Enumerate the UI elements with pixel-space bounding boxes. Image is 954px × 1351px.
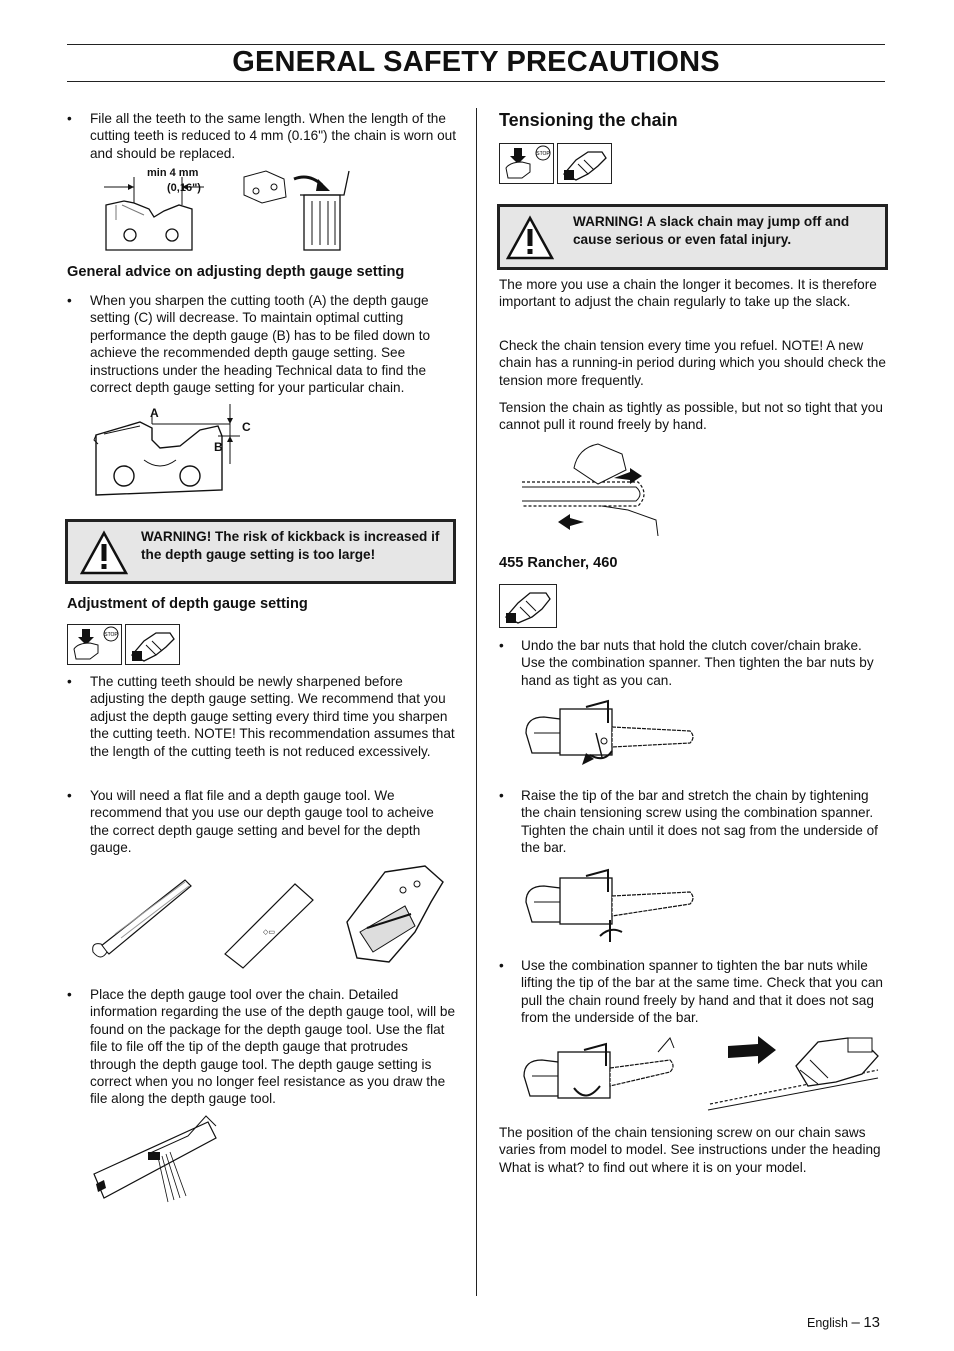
bullet-dot: • bbox=[67, 293, 72, 308]
bullet-dot: • bbox=[499, 638, 504, 653]
paragraph-newly-sharpened: The cutting teeth should be newly sharpened before adjusting the depth gauge setting. We recommend that you adjust the depth gauge setting every third time you sharpen the cutting teeth. NOTE! This recommendation assumes that the length of the cutting teeth is not reduced excessively. bbox=[90, 674, 455, 759]
switch-off-stop-icon bbox=[67, 624, 122, 665]
paragraph-flat-file: You will need a flat file and a depth gauge tool. We recommend that you use our depth gauge tool to acheive the correct depth gauge setting and bevel for the depth gauge. bbox=[90, 788, 434, 856]
paragraph-chain-longer: The more you use a chain the longer it becomes. It is therefore important to adjust the chain regularly to take up the slack. bbox=[499, 277, 877, 310]
protective-glove-icon bbox=[557, 143, 612, 184]
paragraph-screw-position: The position of the chain tensioning screw on our chain saws varies from model to model. See instructions under the heading What is what? to find out where it is on your model. bbox=[499, 1125, 881, 1175]
fig1-label-min: min 4 mm bbox=[147, 167, 199, 179]
paragraph-file-teeth: File all the teeth to the same length. When the length of the cutting teeth is reduced to 4 mm (0.16") the chain is worn out and should be replaced. bbox=[90, 111, 457, 161]
label-a: A bbox=[150, 406, 159, 420]
hand-pull-chain-figure bbox=[518, 440, 668, 540]
paragraph-undo-nuts: Undo the bar nuts that hold the clutch cover/chain brake. Use the combination spanner. Then tighten the bar nuts by hand as tight as you can. bbox=[521, 638, 874, 688]
paragraph-check-tension: Check the chain tension every time you refuel. NOTE! A new chain has a running-in period during which you should check the tension more frequently. bbox=[499, 338, 886, 388]
bullet-dot: • bbox=[499, 958, 504, 973]
gauge-on-chain-figure bbox=[88, 1112, 248, 1207]
header-rule-bottom bbox=[67, 81, 885, 82]
warning-triangle-icon bbox=[506, 215, 554, 261]
svg-text:◇▭: ◇▭ bbox=[263, 929, 275, 936]
bullet-dot: • bbox=[499, 788, 504, 803]
bullet-dot: • bbox=[67, 111, 72, 126]
page-title: GENERAL SAFETY PRECAUTIONS bbox=[232, 46, 720, 78]
warning-triangle-icon bbox=[80, 530, 128, 576]
paragraph-tension-tightly: Tension the chain as tightly as possible, but not so tight that you cannot pull it round freely by hand. bbox=[499, 400, 883, 433]
warning-slack-chain bbox=[497, 204, 888, 270]
heading-general-advice: General advice on adjusting depth gauge setting bbox=[67, 264, 405, 280]
protective-glove-icon bbox=[125, 624, 180, 665]
switch-off-stop-icon bbox=[499, 143, 554, 184]
worn-tooth-figure bbox=[94, 165, 354, 255]
paragraph-tighten-nuts: Use the combination spanner to tighten the bar nuts while lifting the tip of the bar at the same time. Check that you can pull the chain round freely by hand and that it does not sag from the underside of the bar. bbox=[521, 958, 883, 1026]
page-number: 13 bbox=[863, 1314, 880, 1331]
svg-text:STOP: STOP bbox=[536, 151, 550, 157]
paragraph-sharpen: When you sharpen the cutting tooth (A) the depth gauge setting (C) will decrease. To maintain optimal cutting performance the depth gauge (B) has to be filed down to achieve the recommended depth gauge setting. See instructions under the heading Technical data to find the correct depth gauge setting for your particular chain. bbox=[90, 293, 431, 396]
heading-model: 455 Rancher, 460 bbox=[499, 555, 618, 571]
footer-language: English bbox=[807, 1316, 848, 1330]
heading-tensioning: Tensioning the chain bbox=[499, 110, 678, 130]
warning-kickback-text: WARNING! The risk of kickback is increased if the depth gauge setting is too large! bbox=[141, 529, 440, 562]
chainsaw-final-check-figure bbox=[518, 1030, 888, 1112]
label-b: B bbox=[214, 440, 223, 454]
fig1-label-inch: (0,16") bbox=[167, 182, 201, 194]
paragraph-place-tool: Place the depth gauge tool over the chain. Detailed information regarding the use of the depth gauge tool, will be found on the package for the depth gauge tool. Use the flat file to file off the tip of the depth gauge that protrudes through the depth gauge tool. The depth gauge setting is correct when you no longer feel resistance as you draw the file along the depth gauge tool. bbox=[90, 987, 456, 1107]
protective-glove-icon bbox=[499, 584, 557, 628]
column-divider bbox=[476, 108, 477, 1296]
heading-adjustment: Adjustment of depth gauge setting bbox=[67, 596, 308, 612]
label-c: C bbox=[242, 420, 251, 434]
depth-gauge-figure bbox=[90, 400, 265, 500]
chainsaw-undo-nuts-figure bbox=[520, 693, 700, 777]
bullet-dot: • bbox=[67, 987, 72, 1002]
footer-dash: – bbox=[851, 1314, 860, 1331]
paragraph-raise-tip: Raise the tip of the bar and stretch the chain by tightening the chain tensioning screw using the combination spanner. Tighten the chain until it does not sag from the underside of the bar. bbox=[521, 788, 878, 856]
warning-slack-chain-text: WARNING! A slack chain may jump off and cause serious or even fatal injury. bbox=[573, 214, 850, 247]
bullet-dot: • bbox=[67, 674, 72, 689]
tools-figure bbox=[85, 862, 455, 977]
footer bbox=[807, 1314, 880, 1331]
svg-text:STOP: STOP bbox=[104, 632, 118, 638]
bullet-dot: • bbox=[67, 788, 72, 803]
chainsaw-tension-screw-figure bbox=[520, 858, 700, 946]
warning-kickback bbox=[65, 519, 456, 584]
